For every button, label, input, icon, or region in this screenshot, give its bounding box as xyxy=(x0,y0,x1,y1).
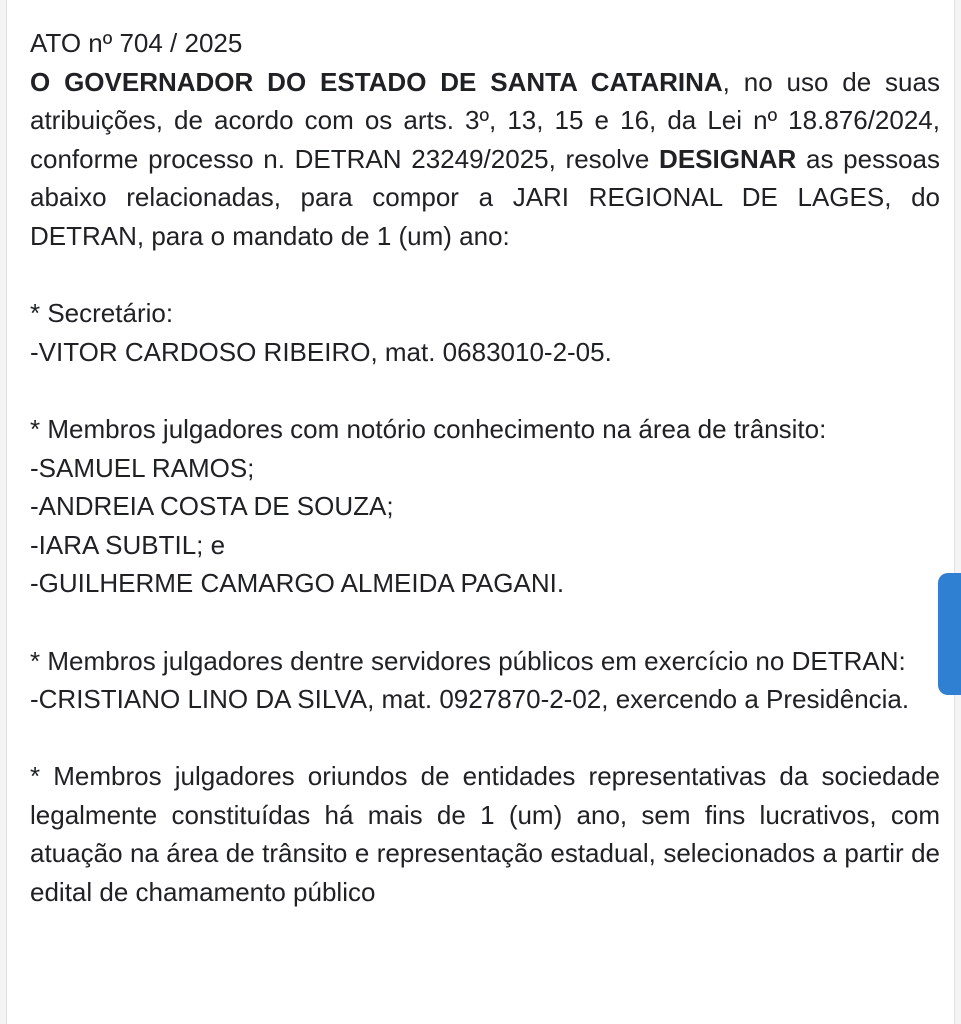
spacer xyxy=(30,719,940,758)
intro-text-1: , no uso de suas atribuições, de acordo com os arts. 3º, 13, 15 e 16, da Lei nº 18.876/2024, conforme processo n. DETRAN 23249/2025, resolve xyxy=(30,66,940,174)
document-page xyxy=(6,0,955,1024)
section-heading-traffic-experts: * Membros julgadores com notório conhecimento na área de trânsito: xyxy=(30,413,827,444)
intro-text-2: as pessoas abaixo relacionadas, para compor a JARI REGIONAL DE LAGES, do DETRAN, para o mandato de 1 (um) ano: xyxy=(30,143,940,251)
list-item: -CRISTIANO LINO DA SILVA, mat. 0927870-2-02, exercendo a Presidência. xyxy=(30,684,910,715)
spacer xyxy=(30,603,940,642)
list-item: -VITOR CARDOSO RIBEIRO, mat. 0683010-2-05. xyxy=(30,336,612,367)
spacer xyxy=(30,371,940,410)
scroll-handle[interactable] xyxy=(938,573,961,695)
list-item: -GUILHERME CAMARGO ALMEIDA PAGANI. xyxy=(30,568,565,599)
act-title: ATO nº 704 / 2025 xyxy=(30,28,243,58)
list-item: -IARA SUBTIL; e xyxy=(30,529,226,560)
intro-paragraph xyxy=(30,63,940,256)
section-heading-secretary: * Secretário: xyxy=(30,298,174,329)
section-heading-entities: * Membros julgadores oriundos de entidades representativas da sociedade legalmente constituídas há mais de 1 (um) ano, sem fins lucrativos, com atuação na área de trânsito e representação estadual, selecionados a partir de edital de chamamento público xyxy=(30,761,940,908)
section-heading-public-servants: * Membros julgadores dentre servidores públicos em exercício no DETRAN: xyxy=(30,645,906,676)
document-content xyxy=(30,24,940,912)
list-item: -ANDREIA COSTA DE SOUZA; xyxy=(30,491,394,522)
list-item: -SAMUEL RAMOS; xyxy=(30,452,255,483)
spacer xyxy=(30,256,940,295)
action-word: DESIGNAR xyxy=(659,143,797,174)
authority-name: O GOVERNADOR DO ESTADO DE SANTA CATARINA xyxy=(30,66,723,97)
